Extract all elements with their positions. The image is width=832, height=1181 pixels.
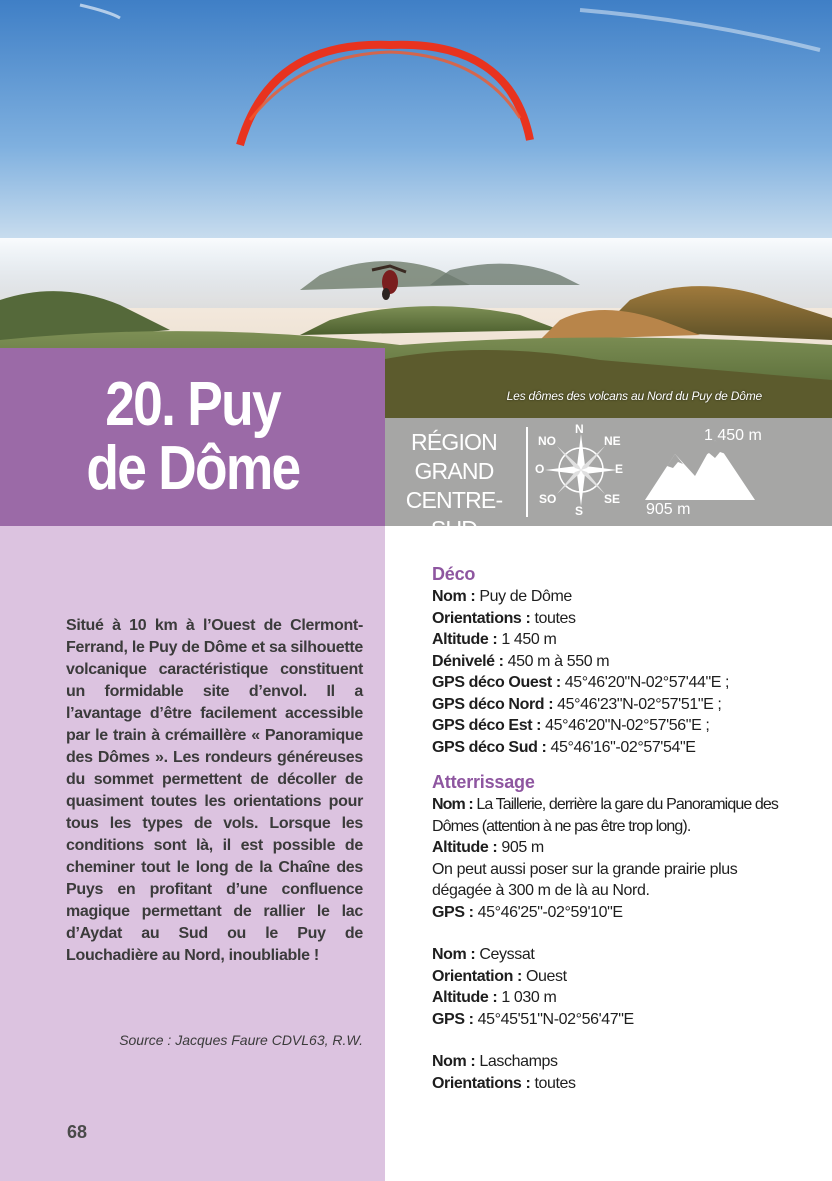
description-text: Situé à 10 km à l’Ouest de Clermont-Ferrand, le Puy de Dôme et sa silhouette volcanique caractéristique constituent un formidable site d’envol. Il a l’avantage d’être facilement accessible par le train à crémaillère « Panoramique des Dômes ». Les rondeurs généreuses du sommet permettent de décoller de quasiment toutes les orientations pour tous les types de vols. Lorsque les conditions sont là, il est possible de cheminer tout le long de la Chaîne des Puys en profitant d’une confluence magique permettant de rallier le lac d’Aydat au Sud ou le Puy de Louchadière au Nord, inoubliable ! <box>66 617 363 964</box>
deco-value: 45°46'20"N-02°57'56"E ; <box>541 717 710 734</box>
region-divider <box>526 427 528 517</box>
info-bar <box>385 418 832 542</box>
deco-label: Nom : <box>432 588 476 605</box>
landing-value: Laschamps <box>475 1053 558 1070</box>
landing-note: On peut aussi poser sur la grande prairie plus dégagée à 300 m de là au Nord. <box>432 860 738 899</box>
landing-value: toutes <box>530 1074 576 1092</box>
photo-caption: Les dômes des volcans au Nord du Puy de Dôme <box>506 389 762 403</box>
compass-rose-icon <box>535 422 635 522</box>
region-label <box>385 428 523 544</box>
landing-value: Ouest <box>521 967 567 985</box>
source-credit: Source : Jacques Faure CDVL63, R.W. <box>119 1032 363 1048</box>
landing-label: Altitude : <box>432 989 498 1006</box>
compass-s-label: S <box>575 504 584 518</box>
page-title-line-2: de Dôme <box>85 434 300 503</box>
deco-line <box>432 672 812 694</box>
site-details <box>432 562 812 1094</box>
compass-se-label: SE <box>604 492 621 506</box>
deco-line <box>432 586 812 608</box>
deco-value: 450 m à 550 m <box>503 652 610 670</box>
compass-n-label: N <box>575 422 584 436</box>
altitude-high: 1 450 m <box>704 427 762 444</box>
landing-line <box>432 1051 812 1073</box>
deco-list <box>432 586 812 758</box>
region-line: RÉGION <box>411 429 497 455</box>
atterrissage-heading: Atterrissage <box>432 772 535 792</box>
landing-label: GPS : <box>432 1010 474 1028</box>
deco-value: toutes <box>530 609 576 627</box>
landing-line <box>432 1009 812 1031</box>
region-line: CENTRE-SUD <box>405 487 503 542</box>
deco-label: GPS déco Sud : <box>432 738 547 756</box>
deco-label: Altitude : <box>432 631 498 648</box>
deco-line <box>432 629 812 651</box>
landing-label: Nom : <box>432 1053 476 1070</box>
landing-label: Nom : <box>432 796 473 813</box>
landing-name <box>432 794 812 837</box>
deco-line <box>432 651 812 673</box>
landing-line <box>432 966 812 988</box>
deco-value: 45°46'16"-02°57'54"E <box>546 738 696 756</box>
deco-label: Orientations : <box>432 609 531 627</box>
compass-no-label: NO <box>538 434 556 448</box>
landing-label: Nom : <box>432 946 476 963</box>
deco-line <box>432 608 812 630</box>
landing-line <box>432 1073 812 1095</box>
region-line: GRAND <box>414 458 494 484</box>
compass-ne-label: NE <box>604 434 621 448</box>
landing-value: La Taillerie, derrière la gare du Panoramique des Dômes (attention à ne pas être trop long). <box>432 796 778 835</box>
deco-value: 45°46'23"N-02°57'51"E ; <box>553 695 722 713</box>
deco-label: GPS déco Ouest : <box>432 674 561 691</box>
landing-value: 45°45'51"N-02°56'47"E <box>473 1010 634 1028</box>
compass-so-label: SO <box>539 492 557 506</box>
deco-value: 45°46'20"N-02°57'44"E ; <box>560 674 730 691</box>
deco-line <box>432 737 812 759</box>
altitude-low: 905 m <box>646 501 691 518</box>
landing-value: Ceyssat <box>475 946 535 963</box>
landing-label: GPS : <box>432 903 474 921</box>
page-title-line-1: 20. Puy <box>105 370 280 439</box>
landing-line <box>432 944 812 966</box>
deco-line <box>432 694 812 716</box>
landing-gps <box>432 902 812 924</box>
deco-value: Puy de Dôme <box>475 588 572 605</box>
landing-site-1 <box>432 794 812 923</box>
compass-e-label: E <box>615 462 624 476</box>
landing-value: 905 m <box>497 839 544 856</box>
title-block <box>0 348 385 526</box>
landing-site-3 <box>432 1051 812 1094</box>
deco-value: 1 450 m <box>497 631 557 648</box>
deco-heading: Déco <box>432 564 476 584</box>
landing-label: Orientation : <box>432 967 522 985</box>
deco-line <box>432 715 812 737</box>
landing-altitude <box>432 837 812 859</box>
landing-value: 45°46'25"-02°59'10"E <box>473 903 623 921</box>
deco-label: GPS déco Nord : <box>432 695 554 713</box>
compass-o-label: O <box>535 462 545 476</box>
landing-label: Altitude : <box>432 839 498 856</box>
landing-label: Orientations : <box>432 1074 531 1092</box>
page-number: 68 <box>67 1122 88 1142</box>
landing-site-2 <box>432 944 812 1030</box>
deco-label: Dénivelé : <box>432 652 504 670</box>
landing-value: 1 030 m <box>497 989 557 1006</box>
deco-label: GPS déco Est : <box>432 717 542 734</box>
landing-line <box>432 987 812 1009</box>
